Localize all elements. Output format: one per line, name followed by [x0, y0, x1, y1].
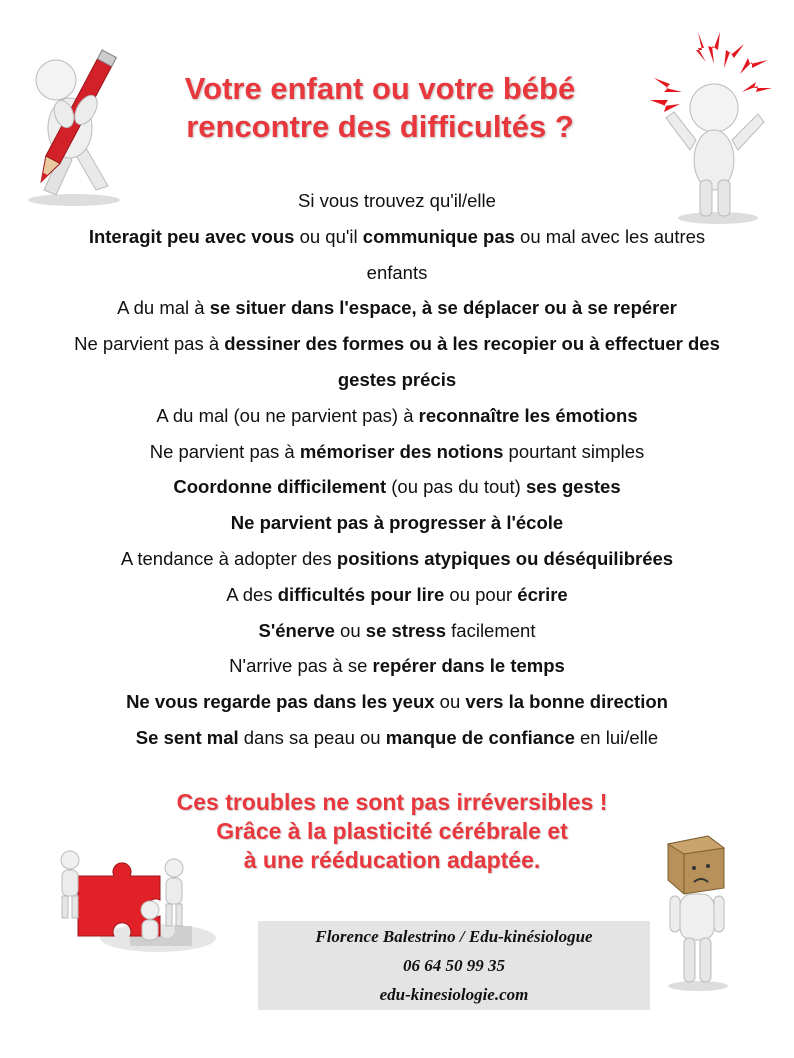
symptom-line: [60, 469, 734, 505]
symptom-line: [60, 505, 734, 541]
plain-text: ou: [334, 619, 366, 641]
emphasis-text: vers la bonne direction: [465, 691, 668, 713]
cta-line-2: Grâce à la plasticité cérébrale et: [216, 818, 568, 844]
call-to-action: [80, 788, 704, 875]
contact-name: Florence Balestrino / Edu-kinésiologue: [315, 927, 593, 946]
contact-box: [258, 921, 650, 1010]
emphasis-text: communique pas: [362, 225, 515, 247]
plain-text: A du mal (ou ne parvient pas) à: [156, 404, 419, 426]
symptom-line: [60, 326, 734, 398]
emphasis-text: mémoriser des notions: [299, 440, 504, 462]
plain-text: ou pour: [444, 583, 518, 605]
symptom-list: [60, 183, 734, 756]
emphasis-text: se situer dans l'espace, à se déplacer ou à se repérer: [209, 297, 677, 319]
plain-text: A tendance à adopter des: [120, 547, 337, 569]
plain-text: facilement: [446, 619, 536, 641]
emphasis-text: se stress: [365, 619, 447, 641]
symptom-line: [60, 398, 734, 434]
emphasis-text: manque de confiance: [385, 726, 575, 748]
plain-text: A des: [226, 583, 278, 605]
emphasis-text: positions atypiques ou déséquilibrées: [336, 547, 674, 569]
plain-text: pourtant simples: [503, 440, 645, 462]
symptom-line: [60, 648, 734, 684]
emphasis-text: Coordonne difficilement: [173, 476, 387, 498]
page-title: [120, 70, 640, 146]
title-line-2: rencontre des difficultés ?: [186, 109, 574, 144]
intro-text: Si vous trouvez qu'il/elle: [298, 190, 496, 211]
symptom-items: [60, 219, 734, 756]
plain-text: dans sa peau ou: [238, 726, 386, 748]
symptom-line: [60, 541, 734, 577]
emphasis-text: repérer dans le temps: [372, 655, 565, 677]
emphasis-text: dessiner des formes ou à les recopier ou à effectuer des gestes précis: [224, 333, 720, 390]
plain-text: ou qu'il: [294, 225, 363, 247]
symptom-line: [60, 290, 734, 326]
plain-text: Ne parvient pas à: [149, 440, 300, 462]
symptom-line: [60, 684, 734, 720]
symptom-line: [60, 720, 734, 756]
plain-text: N'arrive pas à se: [229, 655, 373, 677]
plain-text: (ou pas du tout): [386, 476, 526, 498]
title-line-1: Votre enfant ou votre bébé: [184, 71, 576, 106]
plain-text: A du mal à: [117, 297, 210, 319]
emphasis-text: reconnaître les émotions: [418, 404, 638, 426]
contact-phone[interactable]: 06 64 50 99 35: [403, 956, 505, 975]
emphasis-text: Ne vous regarde pas dans les yeux: [126, 691, 435, 713]
emphasis-text: difficultés pour lire: [277, 583, 445, 605]
emphasis-text: Ne parvient pas à progresser à l'école: [230, 512, 564, 534]
cta-line-1: Ces troubles ne sont pas irréversibles !: [176, 789, 608, 815]
plain-text: ou: [434, 691, 466, 713]
plain-text: ou mal avec les autres enfants: [366, 225, 706, 283]
emphasis-text: S'énerve: [258, 619, 335, 641]
contact-website[interactable]: edu-kinesiologie.com: [379, 985, 529, 1004]
emphasis-text: Interagit peu avec vous: [88, 225, 295, 247]
emphasis-text: ses gestes: [526, 476, 621, 498]
emphasis-text: Se sent mal: [135, 726, 239, 748]
symptom-line: [60, 613, 734, 649]
emphasis-text: écrire: [517, 583, 568, 605]
sad-box-head-figure-illustration: [650, 822, 740, 992]
plain-text: en lui/elle: [574, 726, 659, 748]
plain-text: Ne parvient pas à: [74, 333, 225, 355]
symptom-line: [60, 219, 734, 291]
symptom-line: [60, 434, 734, 470]
cta-line-3: à une rééducation adaptée.: [243, 847, 541, 873]
symptom-line: [60, 577, 734, 613]
